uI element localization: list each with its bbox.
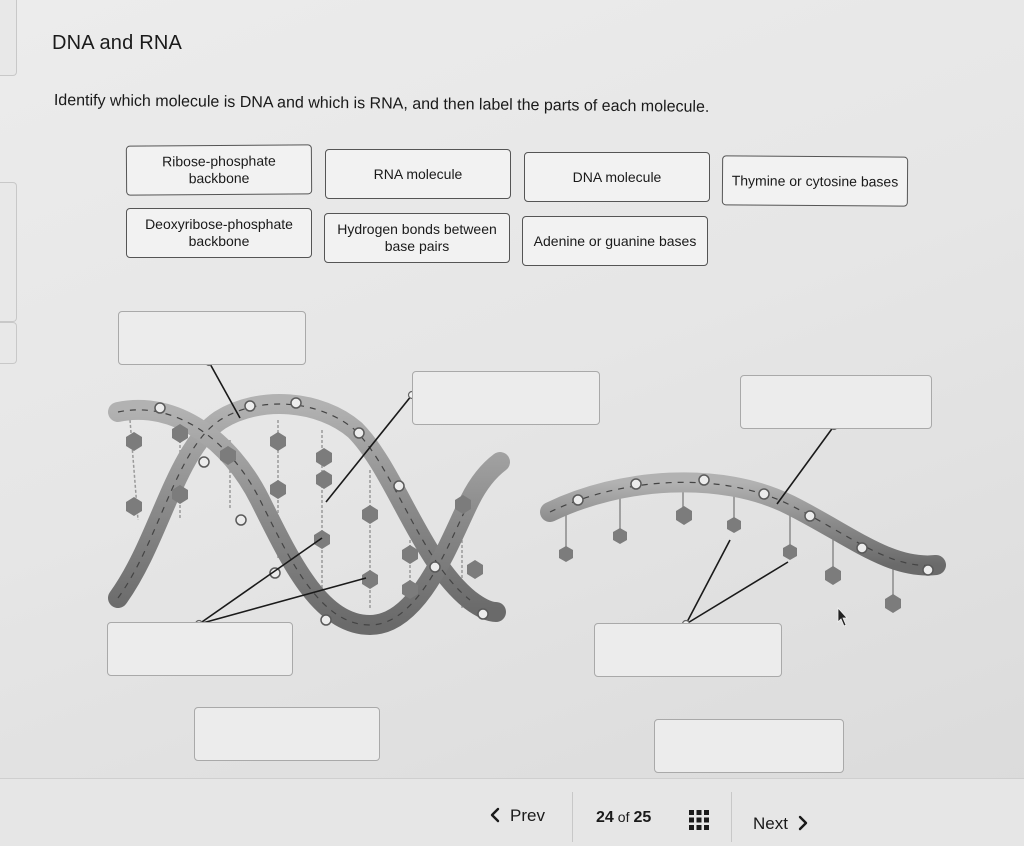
dropzone-dna-backbone[interactable] [118,311,306,365]
dropzone-rna-bases[interactable] [594,623,782,677]
rna-strand [550,475,936,613]
label-chip-rna-molecule[interactable]: RNA molecule [325,149,511,199]
mouse-cursor-icon [838,608,847,626]
label-chip-hydrogen-bonds[interactable]: Hydrogen bonds between base pairs [324,213,510,263]
label-chip-thymine-or-cytosine-bases[interactable]: Thymine or cytosine bases [722,155,908,206]
label-chip-adenine-or-guanine-bases[interactable]: Adenine or guanine bases [522,216,708,266]
next-button[interactable] [753,814,810,834]
label-chip-dna-molecule[interactable]: DNA molecule [524,152,710,202]
current-page-number: 24 [596,809,614,826]
instructions-text: Identify which molecule is DNA and which is RNA, and then label the parts of each molecule. [53,92,710,116]
dropzone-rna-backbone[interactable] [740,375,932,429]
dna-backbone-strand-2 [118,410,500,625]
footer-separator [572,792,573,842]
dropzone-dna-hydrogen-bonds[interactable] [412,371,600,425]
dna-helix [118,398,500,625]
page-of-label: of [617,809,630,825]
chevron-right-icon [796,815,810,831]
dropzone-dna-molecule-name[interactable] [194,707,380,761]
next-label: Next [753,814,788,833]
dropzone-dna-bases[interactable] [107,622,293,676]
prev-button[interactable] [488,806,545,826]
prev-label: Prev [510,806,545,825]
dropzone-rna-molecule-name[interactable] [654,719,844,773]
page-title: DNA and RNA [52,32,183,54]
page-indicator [596,809,651,827]
rna-backbone [550,482,936,565]
footer-separator [731,792,732,842]
total-pages-number: 25 [633,809,652,826]
grid-icon[interactable] [689,810,709,830]
label-chip-deoxyribose-phosphate-backbone[interactable]: Deoxyribose-phosphate backbone [126,208,312,258]
label-chip-ribose-phosphate-backbone[interactable]: Ribose-phosphate backbone [126,144,312,195]
chevron-left-icon [488,807,502,823]
